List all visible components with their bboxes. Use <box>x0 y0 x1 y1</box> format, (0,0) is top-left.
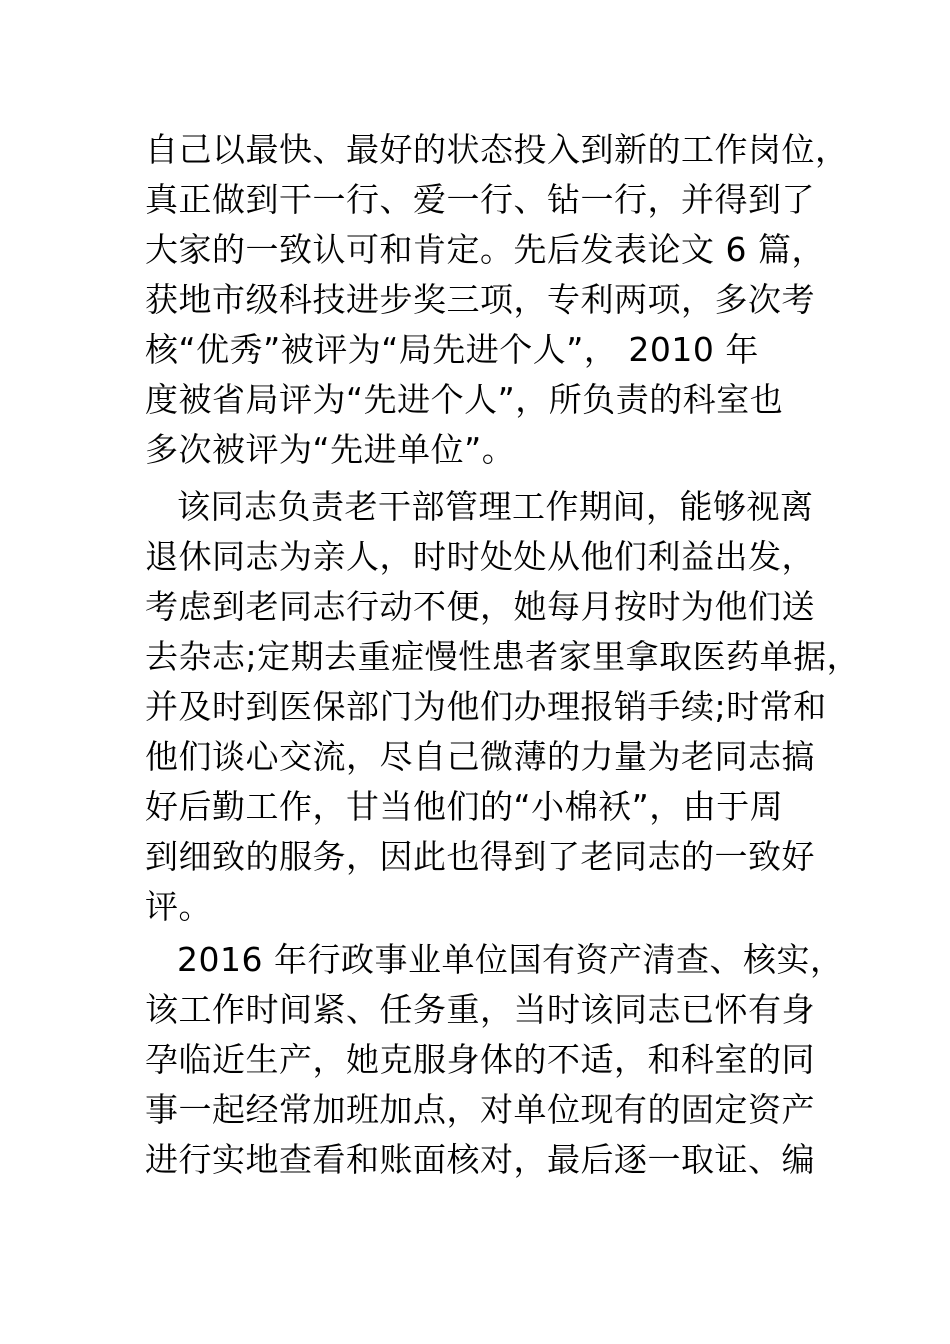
paragraph-1-line-3: 大家的一致认可和肯定。先后发表论文 6 篇， <box>145 230 825 269</box>
paragraph-2-line-5: 并及时到医保部门为他们办理报销手续;时常和 <box>145 687 827 726</box>
paragraph-2-line-6: 他们谈心交流，尽自己微薄的力量为老同志搞 <box>145 737 815 776</box>
paragraph-2-line-4: 去杂志;定期去重症慢性患者家里拿取医药单据， <box>145 637 861 676</box>
paragraph-1-line-2: 真正做到干一行、爱一行、钻一行，并得到了 <box>145 180 815 219</box>
paragraph-1-line-5: 核“优秀”被评为“局先进个人”， 2010 年 <box>145 330 759 369</box>
paragraph-1-line-7: 多次被评为“先进单位”。 <box>145 430 516 469</box>
paragraph-2-line-7: 好后勤工作，甘当他们的“小棉袄”，由于周 <box>145 787 784 826</box>
paragraph-2-line-1: 该同志负责老干部管理工作期间，能够视离 <box>177 487 814 526</box>
paragraph-3-line-2: 该工作时间紧、任务重，当时该同志已怀有身 <box>145 990 815 1029</box>
paragraph-3-line-1: 2016 年行政事业单位国有资产清查、核实， <box>177 940 844 979</box>
paragraph-2-line-8: 到细致的服务，因此也得到了老同志的一致好 <box>145 837 815 876</box>
paragraph-1-line-1: 自己以最快、最好的状态投入到新的工作岗位， <box>145 130 849 169</box>
paragraph-3-line-4: 事一起经常加班加点，对单位现有的固定资产 <box>145 1090 815 1129</box>
paragraph-2-line-9: 评。 <box>145 887 212 926</box>
paragraph-2-line-2: 退休同志为亲人，时时处处从他们利益出发， <box>145 537 815 576</box>
paragraph-1-line-4: 获地市级科技进步奖三项，专利两项，多次考 <box>145 280 815 319</box>
paragraph-3-line-5: 进行实地查看和账面核对，最后逐一取证、编 <box>145 1140 815 1179</box>
paragraph-3-line-3: 孕临近生产，她克服身体的不适，和科室的同 <box>145 1040 815 1079</box>
paragraph-2-line-3: 考虑到老同志行动不便，她每月按时为他们送 <box>145 587 815 626</box>
paragraph-1-line-6: 度被省局评为“先进个人”，所负责的科室也 <box>145 380 784 419</box>
